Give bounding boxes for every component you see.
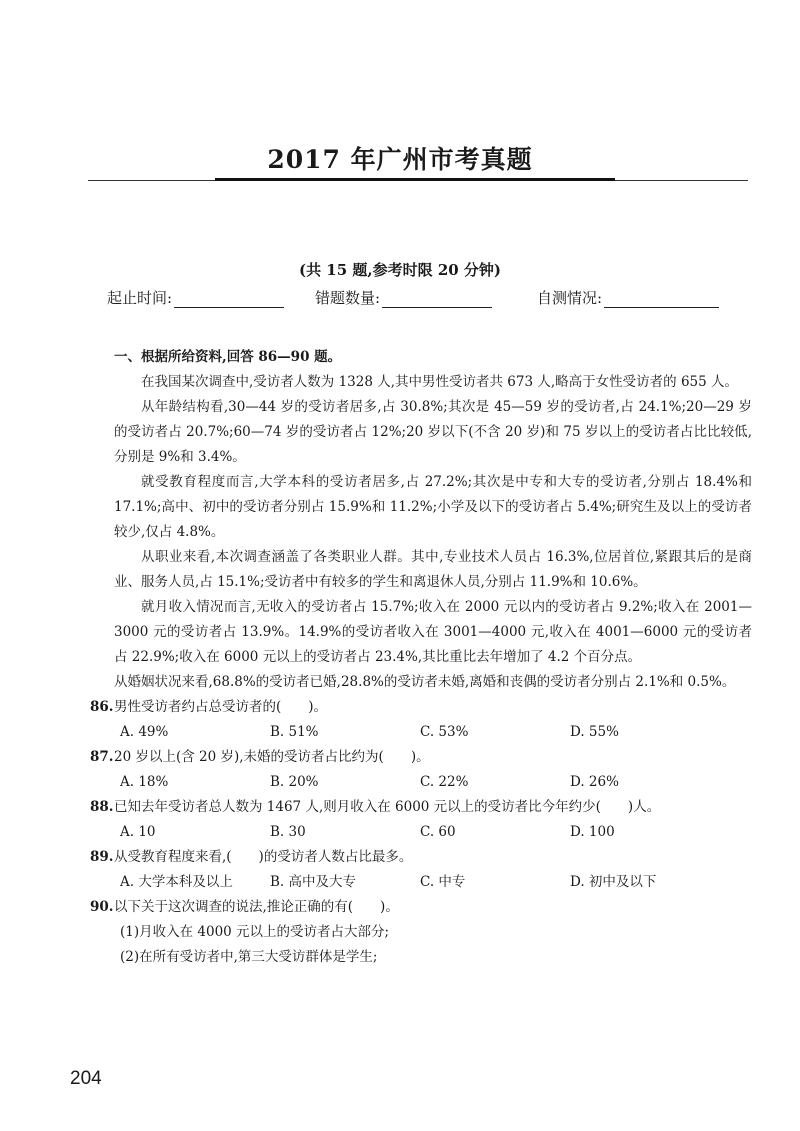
statement-1: (1)月收入在 4000 元以上的受访者占大部分; bbox=[120, 924, 390, 940]
question-87 bbox=[90, 745, 752, 795]
self-assessment-blank bbox=[604, 291, 719, 308]
errors-field bbox=[315, 287, 537, 308]
question-86 bbox=[90, 695, 752, 745]
question-stem: 从受教育程度来看,( )的受访者人数占比最多。 bbox=[114, 849, 413, 865]
question-stem: 以下关于这次调查的说法,推论正确的有( )。 bbox=[114, 899, 399, 915]
option-c: C. 22% bbox=[420, 774, 469, 790]
self-assessment-field bbox=[537, 287, 719, 308]
question-number: 86. bbox=[90, 699, 114, 715]
question-stem: 已知去年受访者总人数为 1467 人,则月收入在 6000 元以上的受访者比今年约少( )人。 bbox=[114, 799, 661, 815]
question-number: 87. bbox=[90, 749, 114, 765]
option-b: B. 30 bbox=[270, 824, 306, 840]
start-time-label: 起止时间: bbox=[107, 289, 173, 307]
option-a: A. 10 bbox=[120, 824, 156, 840]
paragraph-age: 从年龄结构看,30—44 岁的受访者居多,占 30.8%;其次是 45—59 岁的受访者,占 24.1%;20—29 岁的受访者占 20.7%;60—74 岁的受访者占 12%;20 岁以下(不含 20 岁)和 75 岁以上的受访者占比比较低,分别是 9%和 3.4%。 bbox=[114, 399, 752, 465]
time-limit-note: (共 15 题,参考时限 20 分钟) bbox=[298, 261, 502, 279]
question-88 bbox=[90, 795, 752, 845]
question-number: 88. bbox=[90, 799, 114, 815]
paragraph-marital: 从婚姻状况来看,68.8%的受访者已婚,28.8%的受访者未婚,离婚和丧偶的受访者分别占 2.1%和 0.5%。 bbox=[114, 674, 736, 690]
option-a: A. 49% bbox=[120, 724, 169, 740]
paragraph-occupation: 从职业来看,本次调查涵盖了各类职业人群。其中,专业技术人员占 16.3%,位居首位,紧跟其后的是商业、服务人员,占 15.1%;受访者中有较多的学生和离退休人员,分别占 11.9%和 10.6%。 bbox=[114, 549, 752, 590]
page-number: 204 bbox=[70, 1068, 102, 1089]
option-c: C. 中专 bbox=[420, 874, 466, 890]
option-d: D. 100 bbox=[570, 824, 615, 840]
start-time-field bbox=[107, 287, 315, 308]
option-b: B. 20% bbox=[270, 774, 319, 790]
question-90 bbox=[90, 895, 752, 970]
option-d: D. 初中及以下 bbox=[570, 874, 657, 890]
option-d: D. 55% bbox=[570, 724, 619, 740]
question-number: 89. bbox=[90, 849, 114, 865]
option-c: C. 53% bbox=[420, 724, 469, 740]
section-heading: 一、根据所给资料,回答 86—90 题。 bbox=[114, 349, 342, 365]
statement-2: (2)在所有受访者中,第三大受访群体是学生; bbox=[120, 949, 378, 965]
option-a: A. 18% bbox=[120, 774, 169, 790]
self-assessment-label: 自测情况: bbox=[537, 289, 603, 307]
option-d: D. 26% bbox=[570, 774, 619, 790]
paragraph-income: 就月收入情况而言,无收入的受访者占 15.7%;收入在 2000 元以内的受访者占 9.2%;收入在 2001—3000 元的受访者占 13.9%。14.9%的受访者收入在 3001—4000 元,收入在 4001—6000 元的受访者占 22.9%;收入在 6000 元以上的受访者占 23.4%,其比重比去年增加了 4.2 个百分点。 bbox=[114, 599, 752, 665]
paragraph-intro: 在我国某次调查中,受访者人数为 1328 人,其中男性受访者共 673 人,略高于女性受访者的 655 人。 bbox=[141, 374, 739, 390]
title-rule-bold bbox=[215, 178, 615, 181]
self-test-meta bbox=[107, 287, 747, 308]
exam-content bbox=[90, 345, 752, 970]
paragraph-education: 就受教育程度而言,大学本科的受访者居多,占 27.2%;其次是中专和大专的受访者,分别占 18.4%和 17.1%;高中、初中的受访者分别占 15.9%和 11.2%;小学及以下的受访者占 5.4%;研究生及以上的受访者较少,仅占 4.8%。 bbox=[114, 474, 752, 540]
errors-label: 错题数量: bbox=[315, 289, 381, 307]
question-number: 90. bbox=[90, 899, 114, 915]
question-stem: 20 岁以上(含 20 岁),未婚的受访者占比约为( )。 bbox=[114, 749, 430, 765]
option-b: B. 51% bbox=[270, 724, 319, 740]
page-title: 2017 年广州市考真题 bbox=[267, 145, 533, 174]
question-stem: 男性受访者约占总受访者的( )。 bbox=[114, 699, 328, 715]
option-b: B. 高中及大专 bbox=[270, 874, 357, 890]
errors-blank bbox=[382, 291, 492, 308]
question-89 bbox=[90, 845, 752, 895]
option-a: A. 大学本科及以上 bbox=[120, 874, 233, 890]
start-time-blank bbox=[174, 291, 284, 308]
option-c: C. 60 bbox=[420, 824, 456, 840]
